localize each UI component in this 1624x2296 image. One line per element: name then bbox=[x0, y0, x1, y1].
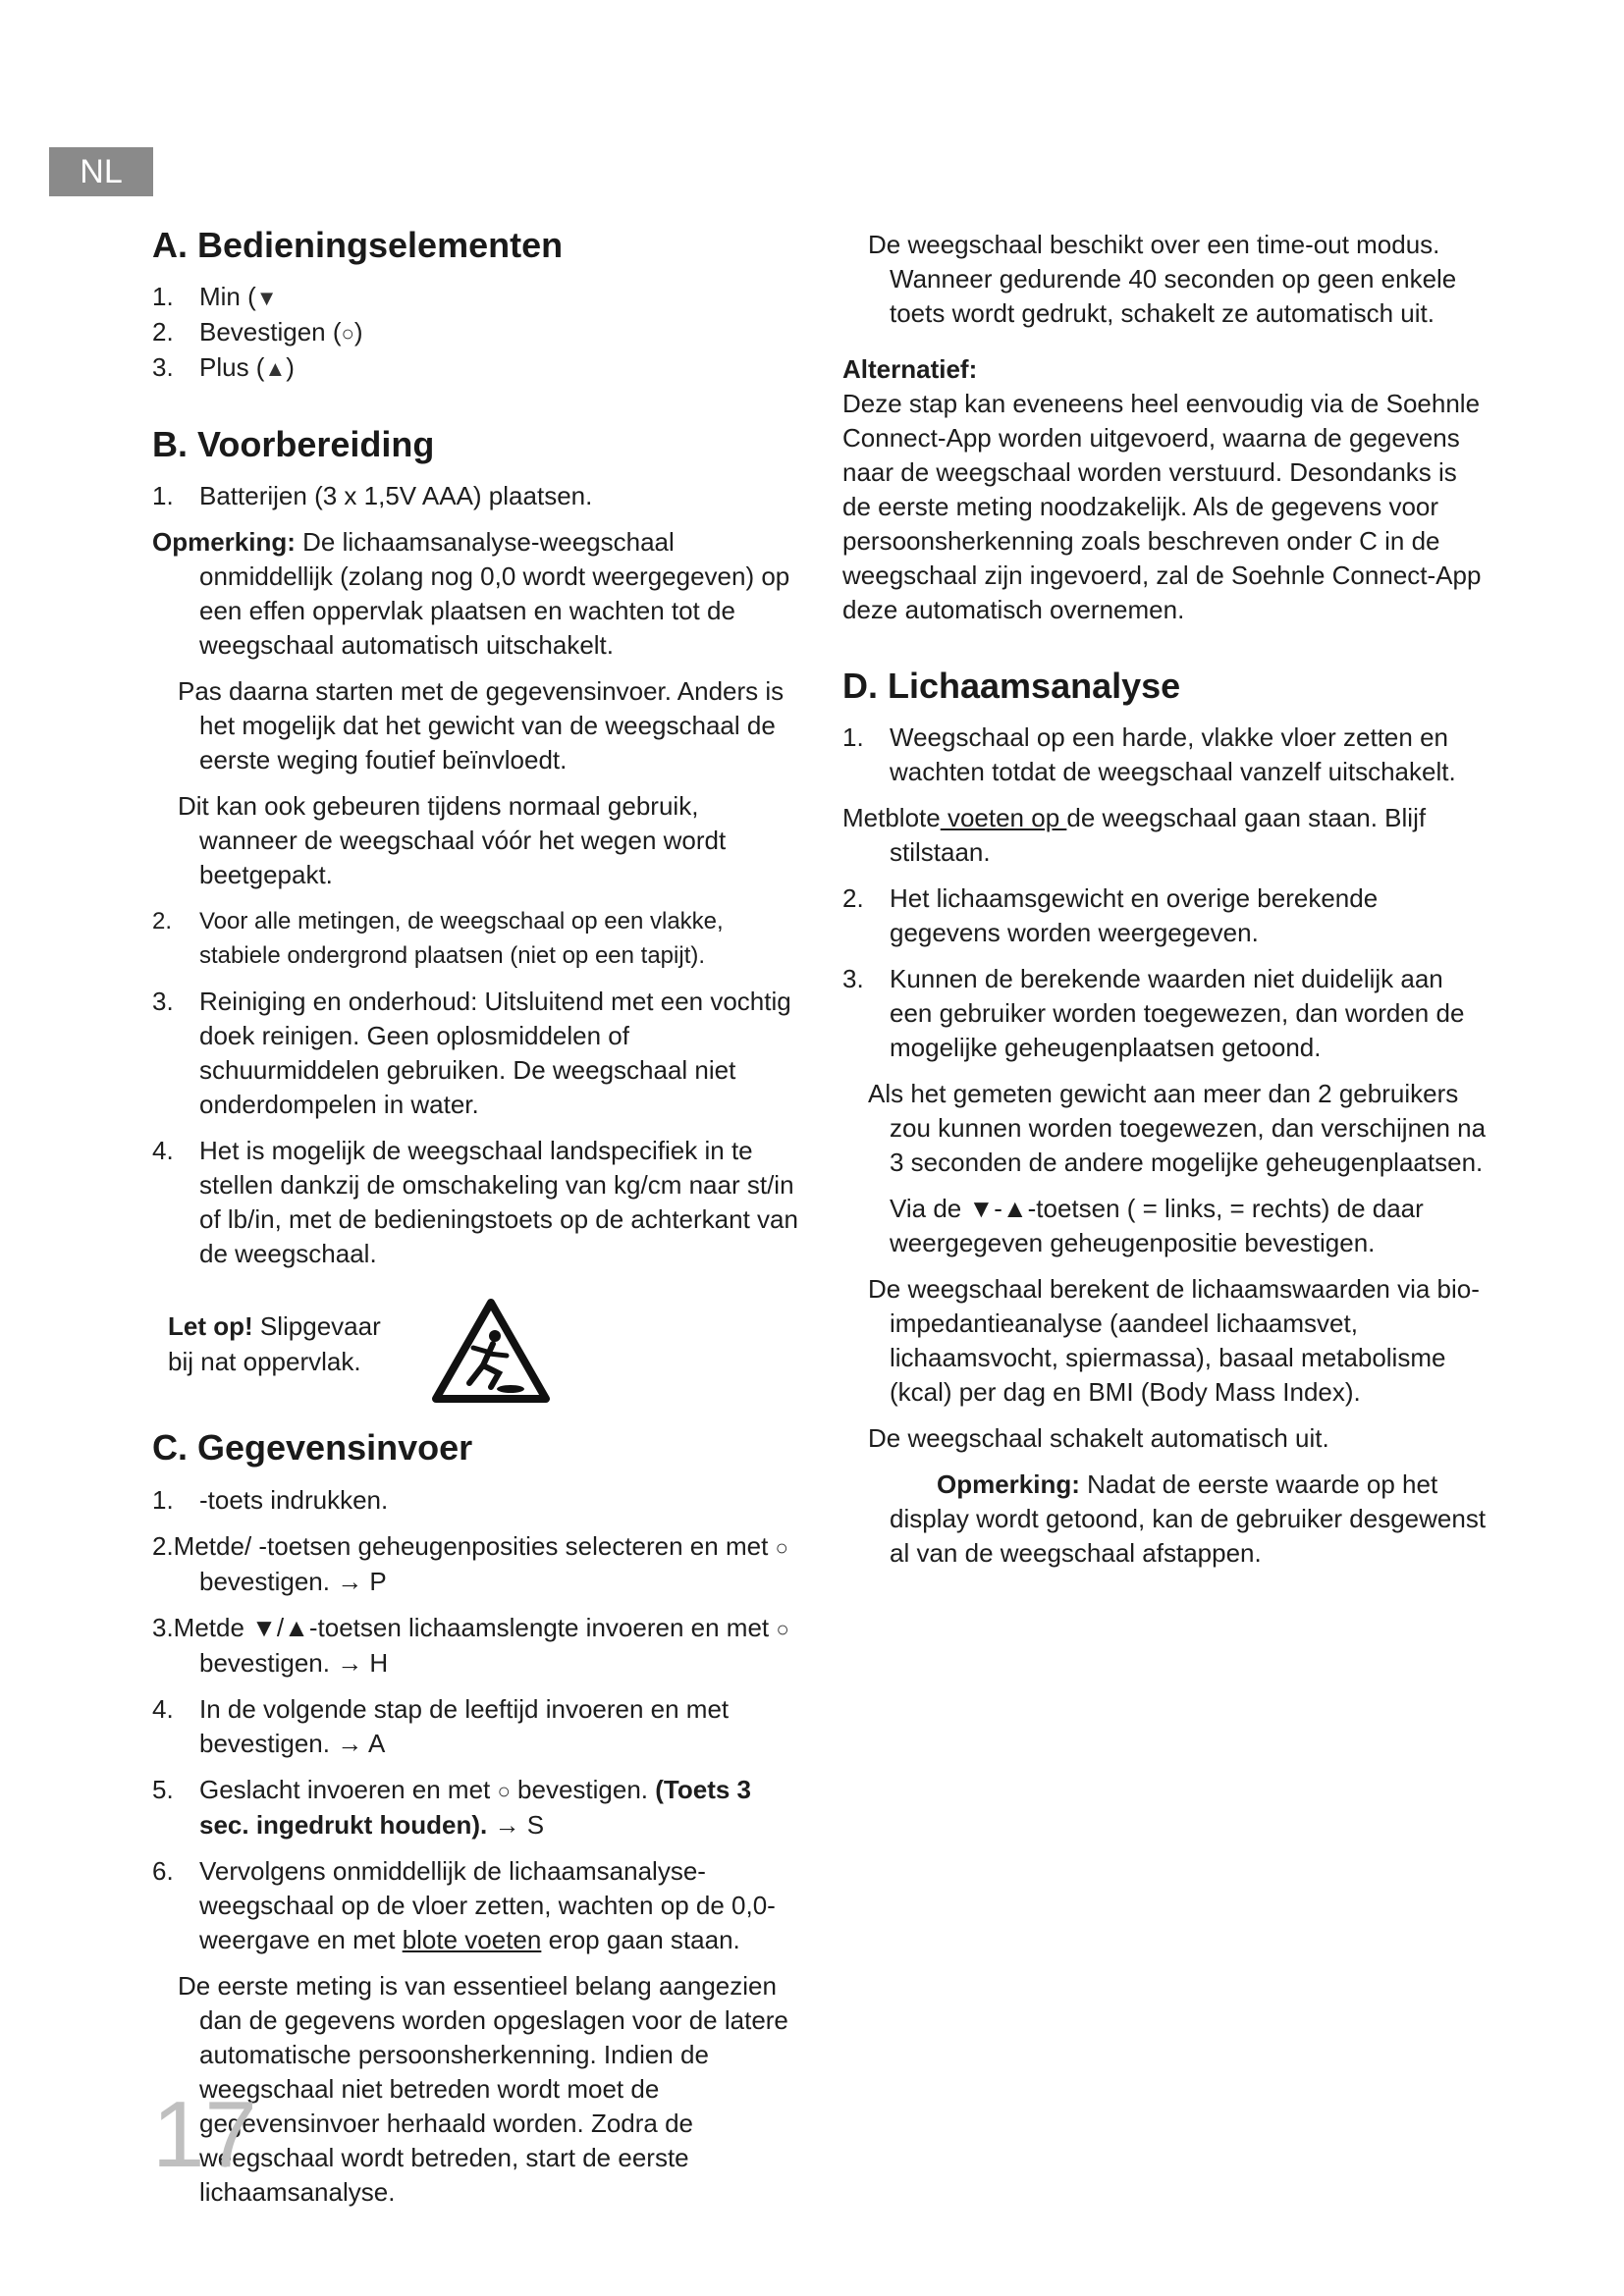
list-item: 6. Vervolgens onmiddellijk de lichaamsanalyse-weegschaal op de vloer zetten, wachten op de 0,0-weergave en met blote voeten erop gaan staan. bbox=[152, 1855, 776, 1954]
list-item: 1. Weegschaal op een harde, vlakke vloer zetten en wachten totdat de weegschaal vanzelf uitschakelt. bbox=[842, 722, 1456, 787]
section-c-title: C. Gegevensinvoer bbox=[152, 1427, 473, 1468]
warning-text: Let op! Slipgevaar bij nat oppervlak. bbox=[168, 1311, 381, 1377]
list-item: 1. -toets indrukken. bbox=[152, 1484, 389, 1515]
list-item: 1. Min (▼ bbox=[152, 282, 278, 312]
page-number: 17 bbox=[152, 2082, 257, 2187]
note-paragraph: Opmerking: De lichaamsanalyse-weegschaal onmiddellijk (zolang nog 0,0 wordt weergegeven) op een effen oppervlak plaatsen en wachten tot de weegschaal automatisch uitschakelt. bbox=[152, 527, 790, 661]
paragraph: De weegschaal schakelt automatisch uit. bbox=[868, 1423, 1329, 1454]
paragraph: De weegschaal berekent de lichaamswaarden via bio-impedantieanalyse (aandeel lichaamsvet, lichaamsvocht, spiermassa), basaal metabolisme (kcal) per dag en BMI (Body Mass Index). bbox=[868, 1274, 1480, 1408]
plus-arrow-icon: ▲ bbox=[264, 356, 287, 382]
confirm-circle-icon: ○ bbox=[497, 1778, 511, 1803]
section-a-title: A. Bedieningselementen bbox=[152, 225, 564, 265]
section-d-title: D. Lichaamsanalyse bbox=[842, 666, 1181, 706]
slip-warning bbox=[152, 1297, 800, 1413]
confirm-circle-icon: ○ bbox=[341, 321, 354, 347]
paragraph: De weegschaal beschikt over een time-out modus. Wanneer gedurende 40 seconden op geen enkele toets wordt gedrukt, schakelt ze automatisch uit. bbox=[868, 230, 1457, 328]
list-item: 2. Het lichaamsgewicht en overige berekende gegevens worden weergegeven. bbox=[842, 883, 1379, 948]
slip-hazard-icon bbox=[430, 1297, 552, 1407]
paragraph: Metblote voeten op de weegschaal gaan staan. Blijf stilstaan. bbox=[842, 803, 1427, 868]
note-paragraph: Opmerking: Nadat de eerste waarde op het display wordt getoond, kan de gebruiker desgewenst al van de weegschaal afstappen. bbox=[890, 1469, 1487, 1569]
list-item: 1. Batterijen (3 x 1,5V AAA) plaatsen. bbox=[152, 481, 593, 511]
language-tab: NL bbox=[49, 147, 153, 196]
list-item: 2. Voor alle metingen, de weegschaal op een vlakke, stabiele ondergrond plaatsen (niet op een tapijt). bbox=[152, 908, 724, 970]
list-item: 2.Metde/ -toetsen geheugenposities selecteren en met ○ bevestigen. → P bbox=[152, 1530, 788, 1596]
list-item: 3. Kunnen de berekende waarden niet duidelijk aan een gebruiker worden toegewezen, dan worden de mogelijke geheugenplaatsen getoond. bbox=[842, 964, 1465, 1063]
list-item: 3. Plus (▲) bbox=[152, 352, 295, 383]
list-item: 3.Metde ▼/▲-toetsen lichaamslengte invoeren en met ○ bevestigen. → H bbox=[152, 1612, 789, 1678]
list-item: 5. Geslacht invoeren en met ○ bevestigen. (Toets 3 sec. ingedrukt houden). → S bbox=[152, 1774, 752, 1840]
confirm-circle-icon: ○ bbox=[776, 1616, 789, 1641]
paragraph: De eerste meting is van essentieel belang aangezien dan de gegevens worden opgeslagen voor de latere automatische persoonsherkenning. Indien de weegschaal niet betreden wordt moet de gegevensinvoer herhaald worden. Zodra de weegschaal wordt betreden, start de eerste lichaamsanalyse. bbox=[178, 1970, 788, 2207]
alternative-text: Deze stap kan eveneens heel eenvoudig via de Soehnle Connect-App worden uitgevoerd, waarna de gegevens naar de weegschaal worden verstuurd. Desondanks is de eerste meting noodzakelijk. Als de gegevens voor persoonsherkenning zoals beschreven onder C in de weegschaal zijn ingevoerd, zal de Soehnle Connect-App deze automatisch overnemen. bbox=[842, 389, 1482, 624]
left-column bbox=[152, 224, 800, 2221]
minus-arrow-icon: ▼ bbox=[255, 286, 278, 311]
list-item: 2. Bevestigen (○) bbox=[152, 317, 363, 347]
section-b-title: B. Voorbereiding bbox=[152, 424, 435, 465]
right-column bbox=[842, 228, 1490, 1582]
confirm-circle-icon: ○ bbox=[775, 1534, 788, 1560]
alternative-label: Alternatief: bbox=[842, 354, 978, 384]
paragraph: Pas daarna starten met de gegevensinvoer. Anders is het mogelijk dat het gewicht van de weegschaal de eerste weging foutief beïnvloedt. bbox=[178, 676, 785, 775]
list-item: 3. Reiniging en onderhoud: Uitsluitend met een vochtig doek reinigen. Geen oplosmiddelen of schuurmiddelen gebruiken. De weegschaal niet onderdompelen in water. bbox=[152, 987, 791, 1120]
paragraph: Als het gemeten gewicht aan meer dan 2 gebruikers zou kunnen worden toegewezen, dan verschijnen na 3 seconden de andere mogelijke geheugenplaatsen. bbox=[868, 1079, 1487, 1178]
list-item: 4. In de volgende stap de leeftijd invoeren en met bevestigen. → A bbox=[152, 1693, 730, 1758]
paragraph: Via de ▼-▲-toetsen ( = links, = rechts) de daar weergegeven geheugenpositie bevestigen. bbox=[890, 1194, 1424, 1258]
list-item: 4. Het is mogelijk de weegschaal landspecifiek in te stellen dankzij de omschakeling van kg/cm naar st/in of lb/in, met de bedieningstoets op de achterkant van de weegschaal. bbox=[152, 1136, 798, 1269]
paragraph: Dit kan ook gebeuren tijdens normaal gebruik, wanneer de weegschaal vóór het wegen wordt beetgepakt. bbox=[178, 791, 727, 890]
